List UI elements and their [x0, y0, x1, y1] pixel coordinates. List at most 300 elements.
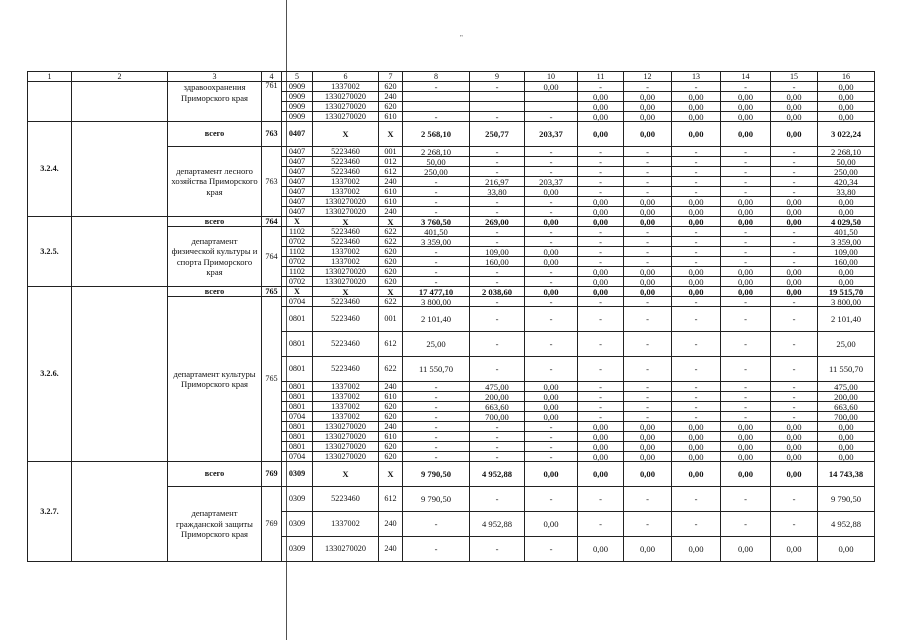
table-cell: - [721, 487, 771, 512]
table-cell: - [470, 277, 525, 287]
total-cell: 0,00 [721, 287, 771, 297]
table-cell: 1330270020 [313, 207, 379, 217]
table-cell: - [721, 157, 771, 167]
table-cell: - [470, 167, 525, 177]
table-cell: 0801 [282, 432, 313, 442]
table-cell: 0,00 [672, 267, 721, 277]
table-cell: - [578, 257, 624, 267]
table-cell: - [672, 257, 721, 267]
total-cell: 0,00 [624, 462, 672, 487]
table-cell: 0,00 [818, 92, 875, 102]
total-cell: 17 477,10 [403, 287, 470, 297]
table-cell: 620 [379, 442, 403, 452]
table-cell: 0,00 [525, 412, 578, 422]
table-cell: 0801 [282, 402, 313, 412]
table-cell: - [578, 402, 624, 412]
table-cell: 401,50 [818, 227, 875, 237]
table-cell: - [470, 237, 525, 247]
empty-column [72, 82, 168, 122]
table-cell: 622 [379, 227, 403, 237]
table-cell: - [721, 247, 771, 257]
table-cell: - [403, 197, 470, 207]
table-cell: - [578, 167, 624, 177]
total-cell: 269,00 [470, 217, 525, 227]
total-cell: всего [168, 462, 262, 487]
department-code: 765 [262, 297, 282, 462]
table-cell: - [525, 227, 578, 237]
table-cell: - [470, 432, 525, 442]
header-row [28, 72, 875, 82]
table-cell: 1330270020 [313, 112, 379, 122]
table-cell: 5223460 [313, 307, 379, 332]
table-cell: 5223460 [313, 332, 379, 357]
table-cell: - [525, 432, 578, 442]
table-cell: 0,00 [525, 82, 578, 92]
table-cell: - [578, 247, 624, 257]
table-cell: 0704 [282, 452, 313, 462]
table-cell: 0,00 [818, 207, 875, 217]
table-cell: 0,00 [771, 92, 818, 102]
total-cell: 764 [262, 217, 282, 227]
table-cell: 0407 [282, 177, 313, 187]
column-header: 1 [28, 72, 72, 82]
table-cell: - [721, 237, 771, 247]
total-cell: 0,00 [525, 462, 578, 487]
table-cell: - [721, 332, 771, 357]
total-cell: 4 952,88 [470, 462, 525, 487]
table-cell: 0,00 [721, 112, 771, 122]
table-cell: 0,00 [672, 102, 721, 112]
table-cell: - [403, 402, 470, 412]
table-cell: - [470, 297, 525, 307]
table-cell: 0,00 [721, 92, 771, 102]
table-cell: 0702 [282, 257, 313, 267]
table-cell: - [624, 297, 672, 307]
table-cell: 0,00 [672, 432, 721, 442]
section-number: 3.2.6. [28, 287, 72, 462]
table-cell: - [525, 267, 578, 277]
table-cell: 0,00 [578, 207, 624, 217]
table-cell: - [721, 147, 771, 157]
table-cell: - [470, 332, 525, 357]
total-cell: 0,00 [672, 462, 721, 487]
table-cell: 25,00 [818, 332, 875, 357]
table-row [28, 82, 875, 92]
column-header: 10 [525, 72, 578, 82]
table-cell: 250,00 [818, 167, 875, 177]
table-cell: - [578, 392, 624, 402]
total-cell: 0,00 [771, 122, 818, 147]
table-cell: 25,00 [403, 332, 470, 357]
table-cell: 1330270020 [313, 432, 379, 442]
table-cell: - [403, 432, 470, 442]
table-cell: 0909 [282, 112, 313, 122]
table-cell: 0,00 [818, 422, 875, 432]
table-cell: 001 [379, 307, 403, 332]
table-cell: 2 268,10 [818, 147, 875, 157]
total-cell: 203,37 [525, 122, 578, 147]
table-cell: 203,37 [525, 177, 578, 187]
table-cell: 109,00 [818, 247, 875, 257]
table-cell: - [624, 412, 672, 422]
table-cell: 1337002 [313, 402, 379, 412]
table-cell: - [771, 247, 818, 257]
table-cell: 9 790,50 [403, 487, 470, 512]
total-cell: 3 022,24 [818, 122, 875, 147]
table-cell: - [525, 442, 578, 452]
table-cell: 0,00 [624, 267, 672, 277]
table-cell: - [771, 227, 818, 237]
table-cell: - [578, 177, 624, 187]
table-cell: 620 [379, 402, 403, 412]
table-cell: 0,00 [578, 112, 624, 122]
table-cell: - [470, 227, 525, 237]
table-cell: 0704 [282, 297, 313, 307]
table-cell: - [771, 412, 818, 422]
table-cell: 1102 [282, 227, 313, 237]
total-cell: 0,00 [672, 287, 721, 297]
table-cell: 0,00 [525, 392, 578, 402]
table-cell: 0,00 [525, 512, 578, 537]
table-cell: - [721, 187, 771, 197]
total-cell: X [379, 217, 403, 227]
table-cell: 620 [379, 102, 403, 112]
table-cell: - [470, 197, 525, 207]
department-code: 769 [262, 487, 282, 562]
table-cell: 0,00 [771, 537, 818, 562]
table-cell: 5223460 [313, 157, 379, 167]
table-cell: 1337002 [313, 82, 379, 92]
table-cell: 0,00 [721, 432, 771, 442]
table-cell: 0801 [282, 422, 313, 432]
total-cell: 0,00 [525, 217, 578, 227]
table-cell: 0,00 [624, 277, 672, 287]
section-total-row [28, 287, 875, 297]
table-cell: 9 790,50 [818, 487, 875, 512]
table-cell: - [403, 82, 470, 92]
table-cell: 0,00 [578, 442, 624, 452]
table-cell: 240 [379, 512, 403, 537]
table-cell: 11 550,70 [818, 357, 875, 382]
table-cell: - [578, 82, 624, 92]
table-cell: 33,80 [470, 187, 525, 197]
table-cell: 4 952,88 [470, 512, 525, 537]
total-cell: 9 790,50 [403, 462, 470, 487]
table-cell: - [470, 307, 525, 332]
table-cell: 11 550,70 [403, 357, 470, 382]
department-name: департамент физической культуры и спорта Приморского края [168, 227, 262, 287]
table-cell: - [403, 177, 470, 187]
table-cell: - [470, 157, 525, 167]
table-cell: 0407 [282, 157, 313, 167]
table-cell: - [771, 157, 818, 167]
table-cell: 0,00 [672, 442, 721, 452]
table-cell: 160,00 [470, 257, 525, 267]
table-cell: - [525, 167, 578, 177]
table-cell: 0,00 [818, 267, 875, 277]
table-cell: - [721, 227, 771, 237]
table-cell: - [470, 82, 525, 92]
table-cell: 1337002 [313, 382, 379, 392]
column-header: 14 [721, 72, 771, 82]
table-cell: 1102 [282, 267, 313, 277]
column-header: 11 [578, 72, 624, 82]
table-cell: 622 [379, 357, 403, 382]
column-header: 4 [262, 72, 282, 82]
total-cell: 0,00 [525, 287, 578, 297]
table-cell: - [721, 82, 771, 92]
table-cell: - [403, 247, 470, 257]
table-cell: 663,60 [470, 402, 525, 412]
table-cell: 612 [379, 487, 403, 512]
table-cell: 0,00 [578, 267, 624, 277]
table-cell: 0,00 [624, 442, 672, 452]
table-cell: 5223460 [313, 167, 379, 177]
table-cell: - [470, 147, 525, 157]
total-cell: 0,00 [578, 462, 624, 487]
table-cell [470, 92, 525, 102]
table-cell: - [624, 167, 672, 177]
table-cell: - [721, 382, 771, 392]
table-cell: 0,00 [672, 277, 721, 287]
column-header: 16 [818, 72, 875, 82]
table-cell: 0,00 [771, 112, 818, 122]
table-cell: 0909 [282, 82, 313, 92]
table-cell: 0,00 [672, 92, 721, 102]
total-cell: 0407 [282, 122, 313, 147]
table-cell: 475,00 [470, 382, 525, 392]
column-header: 13 [672, 72, 721, 82]
table-cell: 50,00 [403, 157, 470, 167]
table-cell: 1330270020 [313, 452, 379, 462]
table-cell: - [525, 452, 578, 462]
table-cell: - [578, 412, 624, 422]
table-cell: - [403, 512, 470, 537]
table-cell: 0,00 [578, 197, 624, 207]
total-cell: 0,00 [672, 122, 721, 147]
table-cell: - [578, 307, 624, 332]
table-cell: 1330270020 [313, 422, 379, 432]
column-header: 12 [624, 72, 672, 82]
table-cell: 0801 [282, 382, 313, 392]
section-total-row [28, 122, 875, 147]
table-cell: - [721, 297, 771, 307]
table-cell: - [578, 512, 624, 537]
table-cell: - [578, 357, 624, 382]
total-cell: 0,00 [624, 122, 672, 147]
table-cell: - [771, 257, 818, 267]
table-cell: 216,97 [470, 177, 525, 187]
table-cell: 420,34 [818, 177, 875, 187]
table-cell: 0,00 [672, 537, 721, 562]
table-cell: - [771, 487, 818, 512]
table-cell: 0,00 [721, 102, 771, 112]
table-cell: 0,00 [578, 102, 624, 112]
total-cell: 0,00 [721, 122, 771, 147]
total-cell: 4 029,50 [818, 217, 875, 227]
total-cell: X [379, 462, 403, 487]
table-cell: 1337002 [313, 247, 379, 257]
table-cell: - [578, 147, 624, 157]
table-cell: 0,00 [721, 207, 771, 217]
table-cell: 5223460 [313, 237, 379, 247]
table-cell: 0407 [282, 167, 313, 177]
table-cell: 620 [379, 247, 403, 257]
table-cell: - [403, 257, 470, 267]
table-cell: - [525, 307, 578, 332]
total-cell: 763 [262, 122, 282, 147]
table-cell: - [624, 382, 672, 392]
table-cell: 0,00 [578, 452, 624, 462]
table-cell: - [672, 167, 721, 177]
table-cell: 1330270020 [313, 92, 379, 102]
table-cell: - [624, 247, 672, 257]
table-cell: - [578, 157, 624, 167]
table-cell: 0407 [282, 207, 313, 217]
table-cell: 1337002 [313, 412, 379, 422]
table-cell: 0,00 [818, 197, 875, 207]
table-cell: - [672, 382, 721, 392]
total-cell: 2 038,60 [470, 287, 525, 297]
table-cell: - [771, 187, 818, 197]
table-cell: 0,00 [578, 537, 624, 562]
table-cell: - [470, 112, 525, 122]
section-total-row [28, 217, 875, 227]
table-cell: 0,00 [818, 537, 875, 562]
table-cell: - [721, 257, 771, 267]
table-cell: 3 800,00 [403, 297, 470, 307]
table-cell: - [403, 112, 470, 122]
table-cell: 0,00 [624, 197, 672, 207]
table-cell: 0702 [282, 237, 313, 247]
table-cell: - [721, 402, 771, 412]
table-cell: 0,00 [525, 402, 578, 412]
table-cell: - [578, 487, 624, 512]
table-cell: - [403, 412, 470, 422]
table-cell: 1330270020 [313, 277, 379, 287]
table-cell: - [470, 207, 525, 217]
table-cell: 109,00 [470, 247, 525, 257]
table-cell: - [525, 157, 578, 167]
table-cell: 0,00 [721, 277, 771, 287]
table-cell: 240 [379, 92, 403, 102]
table-cell: 620 [379, 267, 403, 277]
table-cell: 0,00 [721, 197, 771, 207]
table-cell: - [525, 237, 578, 247]
table-cell: - [771, 357, 818, 382]
table-cell: 0704 [282, 412, 313, 422]
department-name: здравоохранения Приморского края [168, 82, 262, 122]
empty-column [72, 122, 168, 217]
table-cell: 0,00 [624, 92, 672, 102]
table-cell: 0,00 [771, 207, 818, 217]
table-cell: - [624, 512, 672, 537]
department-code: 761 [262, 82, 282, 122]
table-cell: - [771, 147, 818, 157]
table-cell: - [624, 487, 672, 512]
table-cell: - [403, 277, 470, 287]
table-cell: 0909 [282, 92, 313, 102]
table-cell: 2 268,10 [403, 147, 470, 157]
total-cell: 0,00 [771, 217, 818, 227]
table-cell: 0,00 [624, 207, 672, 217]
table-cell: - [525, 297, 578, 307]
table-cell: - [624, 392, 672, 402]
table-cell: 610 [379, 187, 403, 197]
table-cell: 0,00 [721, 267, 771, 277]
table-cell: - [672, 227, 721, 237]
table-cell: 0702 [282, 277, 313, 287]
table-cell: 3 359,00 [818, 237, 875, 247]
column-header: 5 [282, 72, 313, 82]
table-cell: - [578, 297, 624, 307]
table-cell: - [771, 402, 818, 412]
table-cell: - [624, 237, 672, 247]
table-cell: 0,00 [525, 382, 578, 392]
table-cell: 1337002 [313, 177, 379, 187]
table-cell: 0,00 [578, 432, 624, 442]
table-cell [403, 92, 470, 102]
table-cell: 0801 [282, 392, 313, 402]
table-cell: 240 [379, 537, 403, 562]
section-number: 3.2.4. [28, 122, 72, 217]
table-cell: 0,00 [624, 102, 672, 112]
table-cell: 012 [379, 157, 403, 167]
total-cell: 0,00 [624, 217, 672, 227]
table-cell: - [624, 332, 672, 357]
total-cell: 769 [262, 462, 282, 487]
table-cell: 0,00 [624, 452, 672, 462]
section-number [28, 82, 72, 122]
table-cell: - [403, 392, 470, 402]
table-cell: 0,00 [818, 277, 875, 287]
table-cell: - [672, 157, 721, 167]
table-cell: - [525, 147, 578, 157]
table-cell: 0,00 [672, 112, 721, 122]
table-cell: 1102 [282, 247, 313, 257]
table-cell: 5223460 [313, 147, 379, 157]
table-cell: 5223460 [313, 227, 379, 237]
table-cell: 612 [379, 332, 403, 357]
table-cell: - [721, 167, 771, 177]
table-cell: - [672, 187, 721, 197]
table-cell: - [672, 412, 721, 422]
total-cell: 2 568,10 [403, 122, 470, 147]
table-cell: - [721, 392, 771, 402]
table-cell: 612 [379, 167, 403, 177]
table-cell [470, 102, 525, 112]
section-total-row [28, 462, 875, 487]
table-cell: 4 952,88 [818, 512, 875, 537]
total-cell: X [282, 287, 313, 297]
table-cell: 5223460 [313, 487, 379, 512]
table-cell: - [470, 442, 525, 452]
table-cell: - [403, 452, 470, 462]
total-cell: X [379, 122, 403, 147]
section-number: 3.2.7. [28, 462, 72, 562]
total-cell: 19 515,70 [818, 287, 875, 297]
total-cell: всего [168, 122, 262, 147]
table-cell: - [771, 297, 818, 307]
table-cell: 620 [379, 257, 403, 267]
total-cell: 0,00 [624, 287, 672, 297]
table-cell: - [403, 187, 470, 197]
table-cell: 1337002 [313, 392, 379, 402]
table-cell [525, 92, 578, 102]
table-cell: - [672, 487, 721, 512]
total-cell: 765 [262, 287, 282, 297]
table-cell: 0,00 [525, 247, 578, 257]
